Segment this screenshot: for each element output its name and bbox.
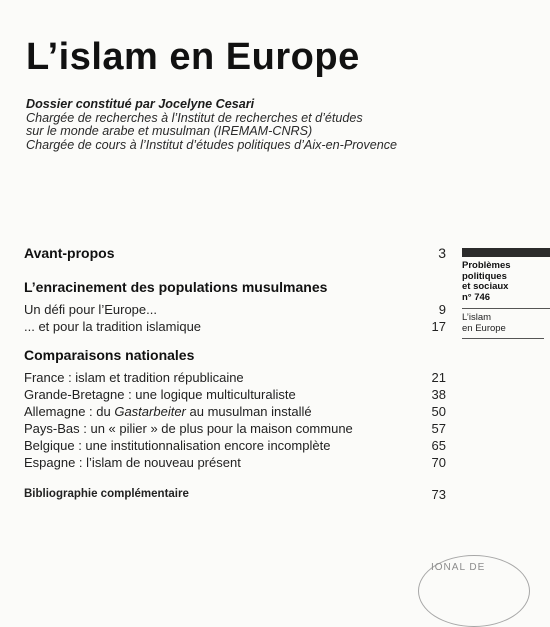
toc-item-page: 17 bbox=[431, 319, 446, 334]
toc-item-page: 38 bbox=[431, 387, 446, 402]
toc-avant-propos-label: Avant-propos bbox=[24, 245, 115, 261]
toc-avant-propos bbox=[24, 243, 450, 263]
author-affiliation-3: Chargée de cours à l’Institut d’études politiques d’Aix-en-Provence bbox=[26, 137, 398, 152]
toc-item bbox=[24, 403, 450, 420]
toc-item bbox=[24, 454, 450, 471]
author-block bbox=[26, 98, 397, 152]
sidebar-title-line: L’islam bbox=[462, 312, 492, 323]
toc-item-page: 9 bbox=[438, 302, 446, 317]
toc-item-label: Belgique : une institutionnalisation encore incomplète bbox=[24, 438, 331, 453]
toc-item-label-em: Gastarbeiter bbox=[114, 404, 186, 419]
series-line: n° 746 bbox=[462, 291, 491, 303]
toc-item-label: Un défi pour l’Europe... bbox=[24, 302, 157, 317]
toc-item-label: Espagne : l’islam de nouveau présent bbox=[24, 455, 241, 470]
toc-bibliographie bbox=[24, 486, 450, 503]
sidebar-title-line: en Europe bbox=[462, 323, 506, 334]
toc-avant-propos-page: 3 bbox=[438, 245, 446, 261]
series-name bbox=[462, 261, 550, 303]
toc-item-page: 65 bbox=[431, 438, 446, 453]
author-affiliation-2: sur le monde arabe et musulman (IREMAM-CNRS) bbox=[26, 124, 313, 138]
toc-item-page: 21 bbox=[431, 370, 446, 385]
sidebar-title bbox=[462, 312, 550, 334]
toc-bibliographie-label: Bibliographie complémentaire bbox=[24, 488, 189, 500]
toc-item bbox=[24, 318, 450, 335]
library-stamp bbox=[418, 555, 530, 627]
page-title: L’islam en Europe bbox=[26, 36, 360, 78]
stamp-text: IONAL DE bbox=[431, 562, 486, 573]
sidebar-divider bbox=[462, 308, 550, 309]
toc-item-label: Pays-Bas : un « pilier » de plus pour la maison commune bbox=[24, 421, 353, 436]
series-line: et sociaux bbox=[462, 281, 509, 292]
series-sidebar bbox=[462, 248, 550, 339]
toc-section1-title: L’enracinement des populations musulmanes bbox=[24, 279, 328, 295]
toc-section2-heading bbox=[24, 345, 450, 365]
toc-section2-title: Comparaisons nationales bbox=[24, 347, 195, 363]
series-line: Problèmes bbox=[462, 260, 511, 271]
toc-item-label: Grande-Bretagne : une logique multiculturaliste bbox=[24, 387, 296, 402]
toc-item-label-post: au musulman installé bbox=[185, 404, 312, 419]
toc-item bbox=[24, 386, 450, 403]
series-line: politiques bbox=[462, 270, 507, 282]
toc-item-label-pre: Allemagne : du bbox=[24, 404, 115, 419]
toc-item bbox=[24, 437, 450, 454]
toc-item-page: 57 bbox=[431, 421, 446, 436]
toc-item bbox=[24, 420, 450, 437]
toc-item-label: France : islam et tradition républicaine bbox=[24, 370, 244, 385]
toc-item bbox=[24, 369, 450, 386]
toc-item bbox=[24, 301, 450, 318]
toc-bibliographie-page: 73 bbox=[431, 487, 446, 502]
author-affiliation-1: Chargée de recherches à l’Institut de recherches et d’études bbox=[26, 110, 363, 125]
toc-item-label: ... et pour la tradition islamique bbox=[24, 319, 202, 334]
sidebar-divider bbox=[462, 338, 544, 339]
table-of-contents bbox=[24, 243, 450, 503]
sidebar-bar bbox=[462, 248, 550, 257]
toc-item-page: 50 bbox=[431, 404, 446, 419]
toc-item-page: 70 bbox=[431, 455, 446, 470]
toc-section1-heading bbox=[24, 277, 450, 297]
author-byline: Dossier constitué par Jocelyne Cesari bbox=[26, 97, 255, 111]
